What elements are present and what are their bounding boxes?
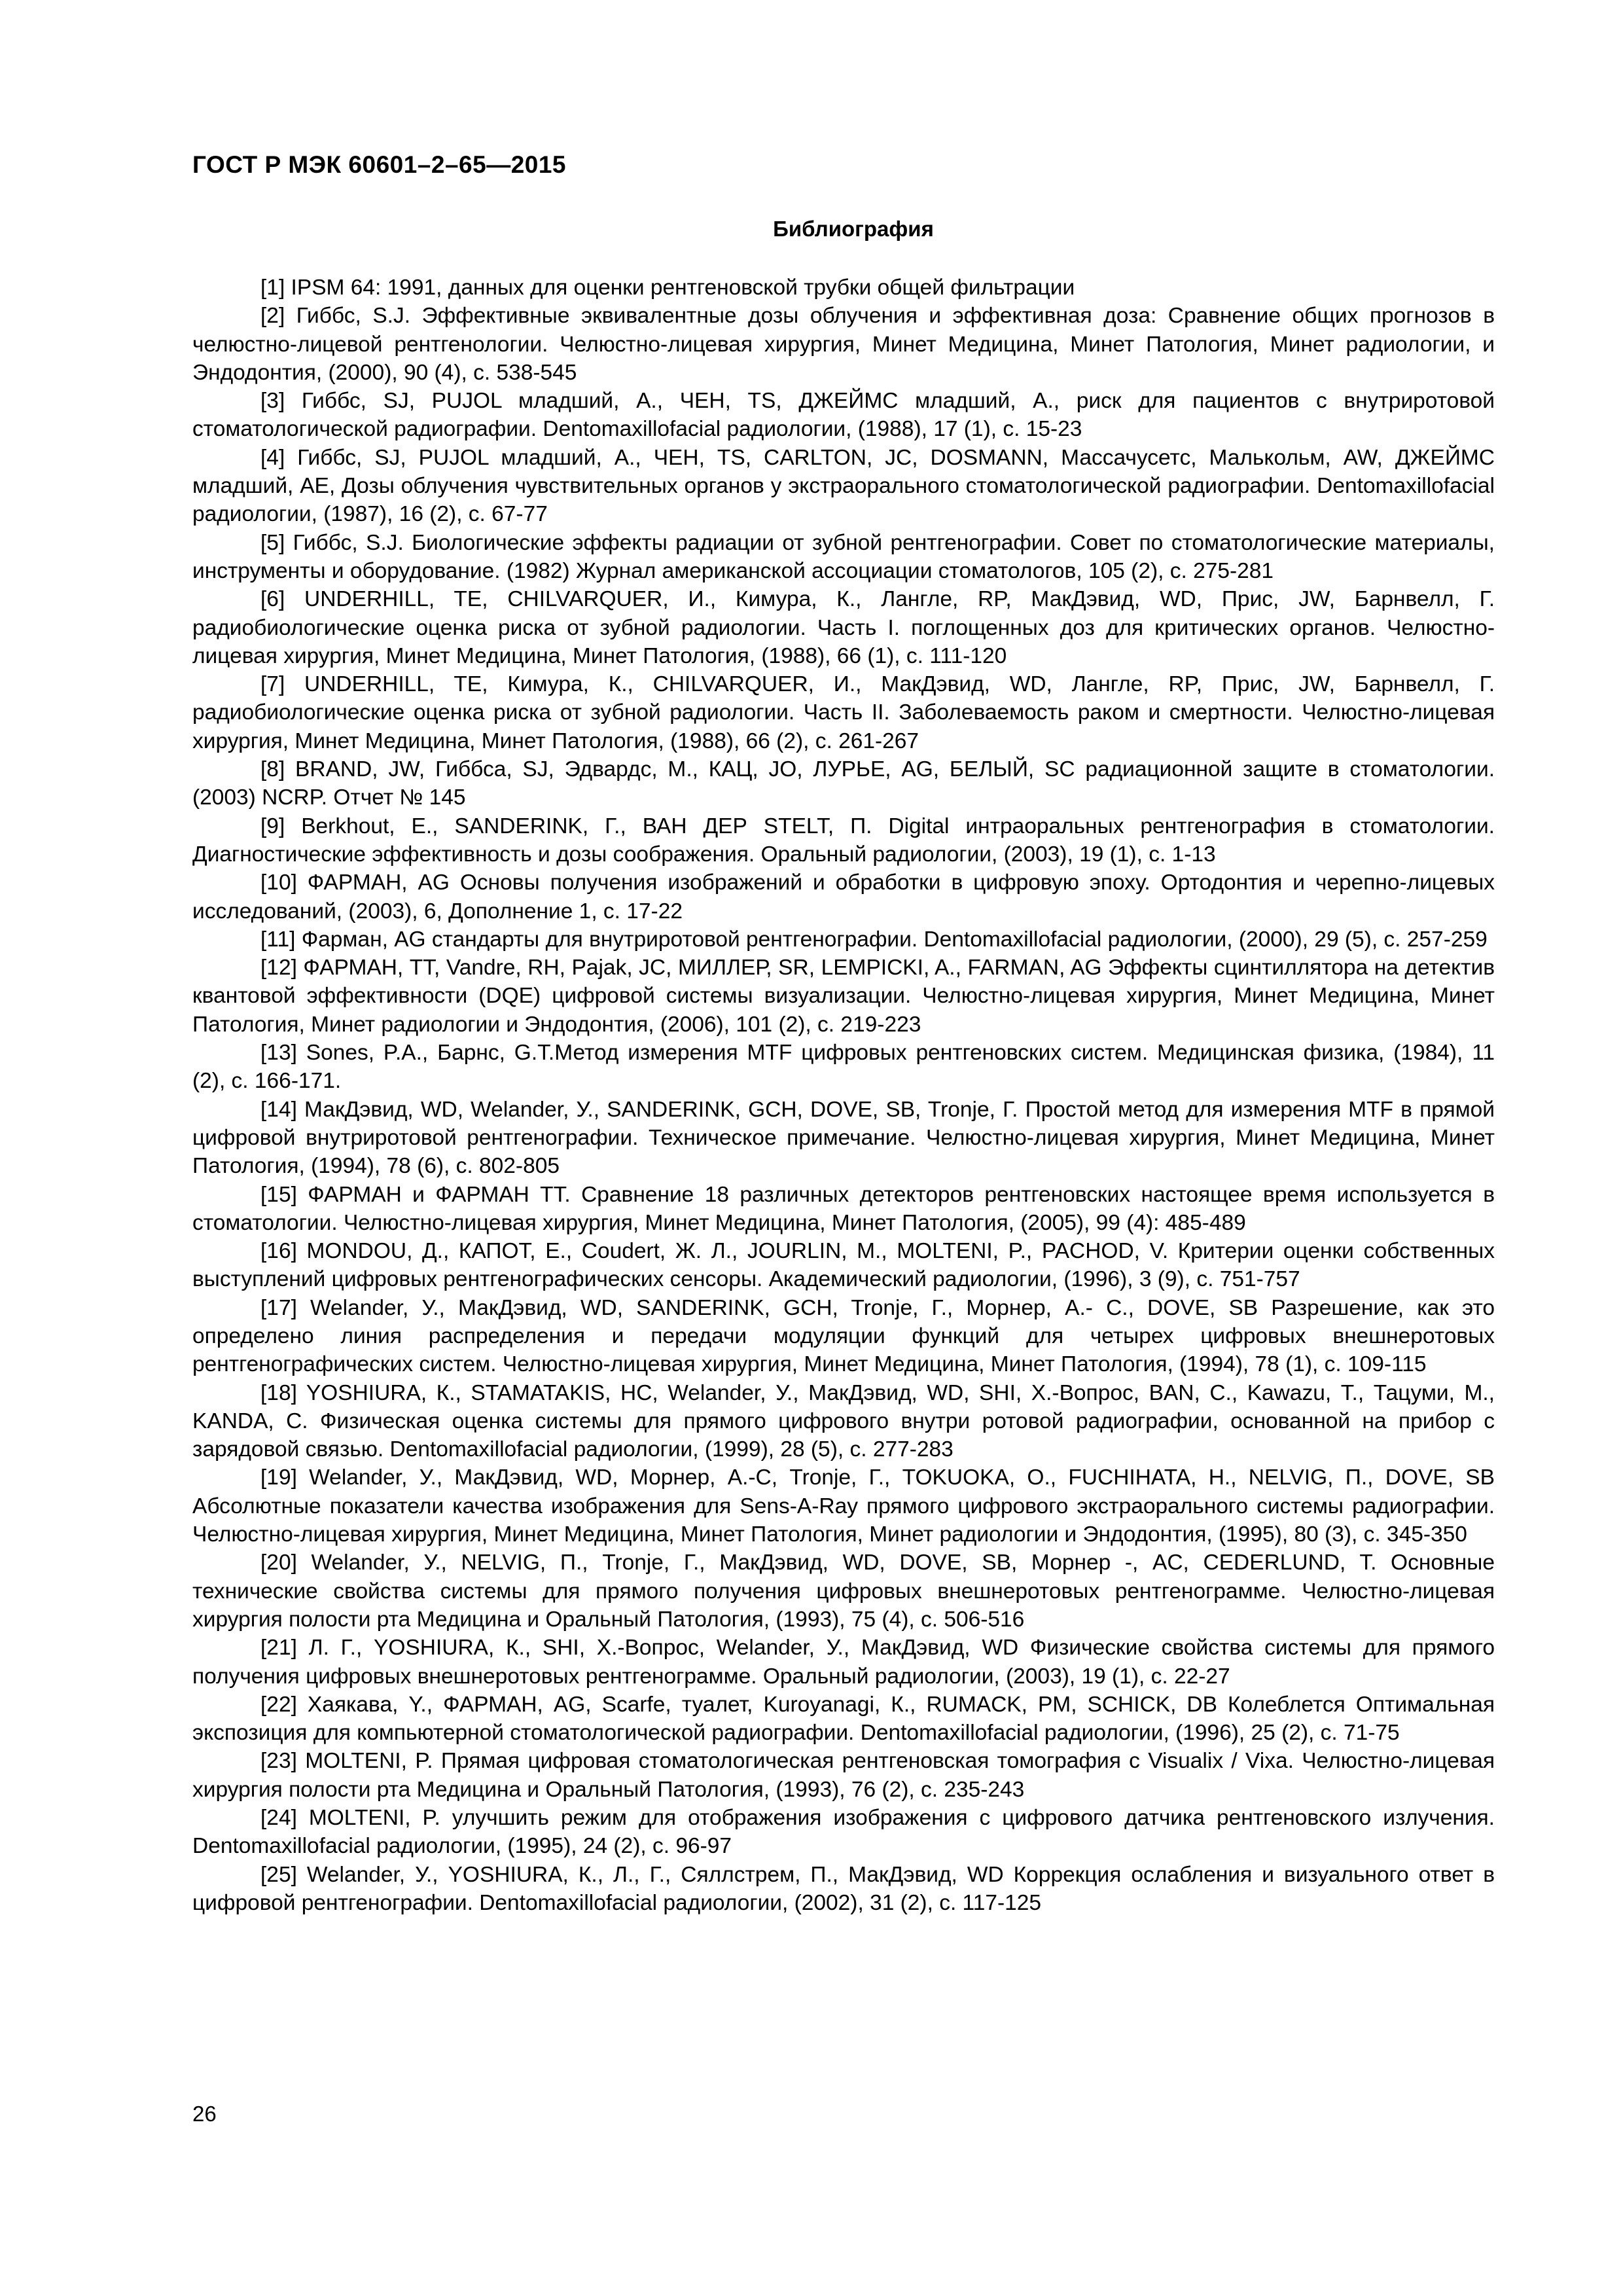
- reference-item: [2] Гиббс, S.J. Эффективные эквивалентные дозы облучения и эффективная доза: Сравнение общих прогнозов в челюстно-лицевой рентгенологии. Челюстно-лицевая хирургия, Минет Медицина, Минет Патология, Минет радиологии, и Эндодонтия, (2000), 90 (4), с. 538-545: [192, 304, 1495, 385]
- reference-item: [3] Гиббс, SJ, PUJOL младший, А., ЧЕН, TS, ДЖЕЙМС младший, А., риск для пациентов с внутриротовой стоматологической радиографии. Dentomaxillofacial радиологии, (1988), 17 (1), с. 15-23: [192, 389, 1495, 442]
- section-title: Библиография: [773, 217, 934, 241]
- reference-list: [192, 274, 1495, 1917]
- reference-item: [4] Гиббс, SJ, PUJOL младший, А., ЧЕН, TS, CARLTON, JC, DOSMANN, Массачусетс, Малькольм, AW, ДЖЕЙМС младший, AE, Дозы облучения чувствительных органов у экстраорального стоматологической радиографии. Dentomaxillofacial радиологии, (1987), 16 (2), с. 67-77: [192, 445, 1495, 527]
- reference-item: [13] Sones, P.A., Барнс, G.T.Метод измерения MTF цифровых рентгеновских систем. Медицинская физика, (1984), 11 (2), с. 166-171.: [192, 1041, 1495, 1094]
- reference-item: [21] Л. Г., YOSHIURA, К., SHI, Х.-Вопрос, Welander, У., МакДэвид, WD Физические свойства системы для прямого получения цифровых внешнеротовых рентгенограмме. Оральный радиологии, (2003), 19 (1), с. 22-27: [192, 1636, 1495, 1689]
- reference-item: [6] UNDERHILL, TE, CHILVARQUER, И., Кимура, К., Лангле, RP, МакДэвид, WD, Прис, JW, Барнвелл, Г. радиобиологические оценка риска от зубной радиологии. Часть I. поглощенных доз для критических органов. Челюстно-лицевая хирургия, Минет Медицина, Минет Патология, (1988), 66 (1), с. 111-120: [192, 587, 1495, 668]
- reference-item: [7] UNDERHILL, TE, Кимура, К., CHILVARQUER, И., МакДэвид, WD, Лангле, RP, Прис, JW, Барнвелл, Г. радиобиологические оценка риска от зубной радиологии. Часть II. Заболеваемость раком и смертности. Челюстно-лицевая хирургия, Минет Медицина, Минет Патология, (1988), 66 (2), с. 261-267: [192, 672, 1495, 753]
- reference-item: [18] YOSHIURA, К., STAMATAKIS, HC, Welander, У., МакДэвид, WD, SHI, Х.-Вопрос, BAN, С., Kawazu, Т., Тацуми, М., KANDA, С. Физическая оценка системы для прямого цифрового внутри ротовой радиографии, основанной на прибор с зарядовой связью. Dentomaxillofacial радиологии, (1999), 28 (5), с. 277-283: [192, 1380, 1495, 1462]
- reference-item: [23] MOLTENI, P. Прямая цифровая стоматологическая рентгеновская томография с Visualix / Vixa. Челюстно-лицевая хирургия полости рта Медицина и Оральный Патология, (1993), 76 (2), с. 235-243: [192, 1749, 1495, 1802]
- reference-item: [5] Гиббс, S.J. Биологические эффекты радиации от зубной рентгенографии. Совет по стоматологические материалы, инструменты и оборудование. (1982) Журнал американской ассоциации стоматологов, 105 (2), с. 275-281: [192, 530, 1495, 583]
- document-header: ГОСТ Р МЭК 60601–2–65—2015: [192, 151, 566, 178]
- reference-item: [9] Berkhout, E., SANDERINK, Г., ВАН ДЕР STELT, П. Digital интраоральных рентгенография в стоматологии. Диагностические эффективность и дозы соображения. Оральный радиологии, (2003), 19 (1), с. 1-13: [192, 814, 1495, 867]
- page-number: 26: [192, 2102, 217, 2126]
- reference-item: [12] ФАРМАН, TT, Vandre, RH, Pajak, JC, МИЛЛЕР, SR, LEMPICKI, A., FARMAN, AG Эффекты сцинтиллятора на детектив квантовой эффективности (DQE) цифровой системы визуализации. Челюстно-лицевая хирургия, Минет Медицина, Минет Патология, Минет радиологии и Эндодонтия, (2006), 101 (2), с. 219-223: [192, 956, 1495, 1037]
- reference-item: [20] Welander, У., NELVIG, П., Tronje, Г., МакДэвид, WD, DOVE, SB, Морнер -, AC, CEDERLUND, T. Основные технические свойства системы для прямого получения цифровых внешнеротовых рентгенограмме. Челюстно-лицевая хирургия полости рта Медицина и Оральный Патология, (1993), 75 (4), с. 506-516: [192, 1551, 1495, 1632]
- reference-item: [8] BRAND, JW, Гиббса, SJ, Эдвардс, М., КАЦ, JO, ЛУРЬЕ, AG, БЕЛЫЙ, SC радиационной защите в стоматологии. (2003) NCRP. Отчет № 145: [192, 757, 1495, 810]
- reference-item: [1] IPSM 64: 1991, данных для оценки рентгеновской трубки общей фильтрации: [260, 276, 1075, 300]
- reference-item: [19] Welander, У., МакДэвид, WD, Морнер, А.-С, Tronje, Г., TOKUOKA, О., FUCHIHATA, H., NELVIG, П., DOVE, SB Абсолютные показатели качества изображения для Sens-A-Ray прямого цифрового экстраорального системы радиографии. Челюстно-лицевая хирургия, Минет Медицина, Минет Патология, Минет радиологии и Эндодонтия, (1995), 80 (3), с. 345-350: [192, 1465, 1495, 1547]
- reference-item: [15] ФАРМАН и ФАРМАН TT. Сравнение 18 различных детекторов рентгеновских настоящее время используется в стоматологии. Челюстно-лицевая хирургия, Минет Медицина, Минет Патология, (2005), 99 (4): 485-489: [192, 1182, 1495, 1235]
- reference-item: [14] МакДэвид, WD, Welander, У., SANDERINK, GCH, DOVE, SB, Tronje, Г. Простой метод для измерения MTF в прямой цифровой внутриротовой рентгенографии. Техническое примечание. Челюстно-лицевая хирургия, Минет Медицина, Минет Патология, (1994), 78 (6), с. 802-805: [192, 1097, 1495, 1179]
- reference-item: [25] Welander, У., YOSHIURA, К., Л., Г., Сяллстрем, П., МакДэвид, WD Коррекция ослабления и визуального ответ в цифровой рентгенографии. Dentomaxillofacial радиологии, (2002), 31 (2), с. 117-125: [192, 1862, 1495, 1915]
- reference-item: [24] MOLTENI, P. улучшить режим для отображения изображения с цифрового датчика рентгеновского излучения. Dentomaxillofacial радиологии, (1995), 24 (2), с. 96-97: [192, 1806, 1495, 1859]
- reference-item: [22] Хаякава, Y., ФАРМАН, AG, Scarfe, туалет, Kuroyanagi, К., RUMACK, PM, SCHICK, DB Колеблется Оптимальная экспозиция для компьютерной стоматологической радиографии. Dentomaxillofacial радиологии, (1996), 25 (2), с. 71-75: [192, 1692, 1495, 1746]
- reference-item: [10] ФАРМАН, AG Основы получения изображений и обработки в цифровую эпоху. Ортодонтия и черепно-лицевых исследований, (2003), 6, Дополнение 1, с. 17-22: [192, 870, 1495, 924]
- reference-item: [11] Фарман, AG стандарты для внутриротовой рентгенографии. Dentomaxillofacial радиологии, (2000), 29 (5), с. 257-259: [260, 927, 1488, 952]
- reference-item: [16] MONDOU, Д., КАПОТ, Е., Coudert, Ж. Л., JOURLIN, М., MOLTENI, P., PACHOD, V. Критерии оценки собственных выступлений цифровых рентгенографических сенсоры. Академический радиологии, (1996), 3 (9), с. 751-757: [192, 1239, 1495, 1292]
- reference-item: [17] Welander, У., МакДэвид, WD, SANDERINK, GCH, Tronje, Г., Морнер, А.- С., DOVE, SB Разрешение, как это определено линия распределения и передачи модуляции функций для четырех цифровых внешнеротовых рентгенографических систем. Челюстно-лицевая хирургия, Минет Медицина, Минет Патология, (1994), 78 (1), с. 109-115: [192, 1295, 1495, 1377]
- document-page: [192, 151, 1495, 1917]
